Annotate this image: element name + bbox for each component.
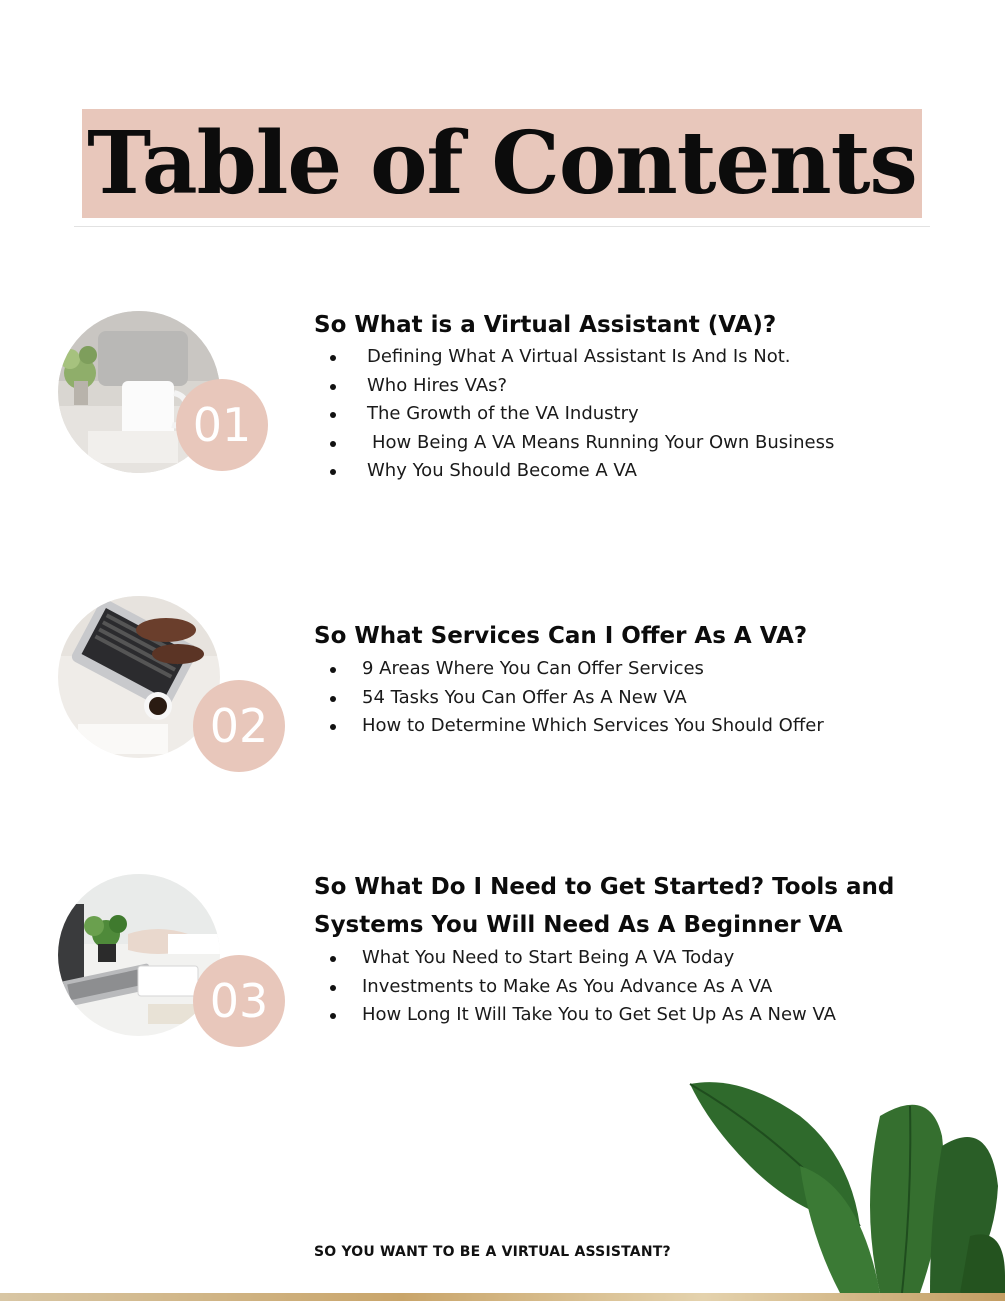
bullet-icon bbox=[330, 667, 336, 673]
bullet-icon bbox=[330, 956, 336, 962]
list-item[interactable]: The Growth of the VA Industry bbox=[367, 400, 834, 429]
section-number-badge: 02 bbox=[193, 680, 285, 772]
section-item-list bbox=[362, 944, 836, 1030]
page-title: Table of Contents bbox=[87, 113, 917, 214]
list-item[interactable]: How to Determine Which Services You Should Offer bbox=[362, 712, 824, 741]
title-band bbox=[82, 109, 922, 218]
section-number-badge: 03 bbox=[193, 955, 285, 1047]
section-item-list bbox=[367, 343, 834, 486]
list-item[interactable]: Defining What A Virtual Assistant Is And Is Not. bbox=[367, 343, 834, 372]
section-title-line-1: So What Do I Need to Get Started? Tools and bbox=[314, 874, 895, 900]
section-title[interactable]: So What Services Can I Offer As A VA? bbox=[314, 623, 808, 649]
list-item[interactable]: How Being A VA Means Running Your Own Business bbox=[367, 429, 834, 458]
section-title[interactable]: So What is a Virtual Assistant (VA)? bbox=[314, 312, 777, 338]
plant-leaves-icon bbox=[680, 1076, 1005, 1293]
section-item-list bbox=[362, 655, 824, 741]
bullet-icon bbox=[330, 355, 336, 361]
list-item[interactable]: What You Need to Start Being A VA Today bbox=[362, 944, 836, 973]
section-title-line-2: Systems You Will Need As A Beginner VA bbox=[314, 912, 843, 938]
bullet-icon bbox=[330, 384, 336, 390]
section-title[interactable] bbox=[314, 868, 954, 944]
list-item[interactable]: How Long It Will Take You to Get Set Up As A New VA bbox=[362, 1001, 836, 1030]
list-item[interactable]: Why You Should Become A VA bbox=[367, 457, 834, 486]
section-number-badge: 01 bbox=[176, 379, 268, 471]
list-item[interactable]: 9 Areas Where You Can Offer Services bbox=[362, 655, 824, 684]
footer-gold-bar bbox=[0, 1293, 1005, 1301]
list-item[interactable]: 54 Tasks You Can Offer As A New VA bbox=[362, 684, 824, 713]
list-item[interactable]: Who Hires VAs? bbox=[367, 372, 834, 401]
list-item[interactable]: Investments to Make As You Advance As A VA bbox=[362, 973, 836, 1002]
bullet-icon bbox=[330, 412, 336, 418]
bullet-icon bbox=[330, 1013, 336, 1019]
title-divider bbox=[74, 226, 930, 227]
bullet-icon bbox=[330, 724, 336, 730]
bullet-icon bbox=[330, 469, 336, 475]
footer-title: SO YOU WANT TO BE A VIRTUAL ASSISTANT? bbox=[314, 1244, 671, 1260]
bullet-icon bbox=[330, 441, 336, 447]
bullet-icon bbox=[330, 696, 336, 702]
bullet-icon bbox=[330, 985, 336, 991]
